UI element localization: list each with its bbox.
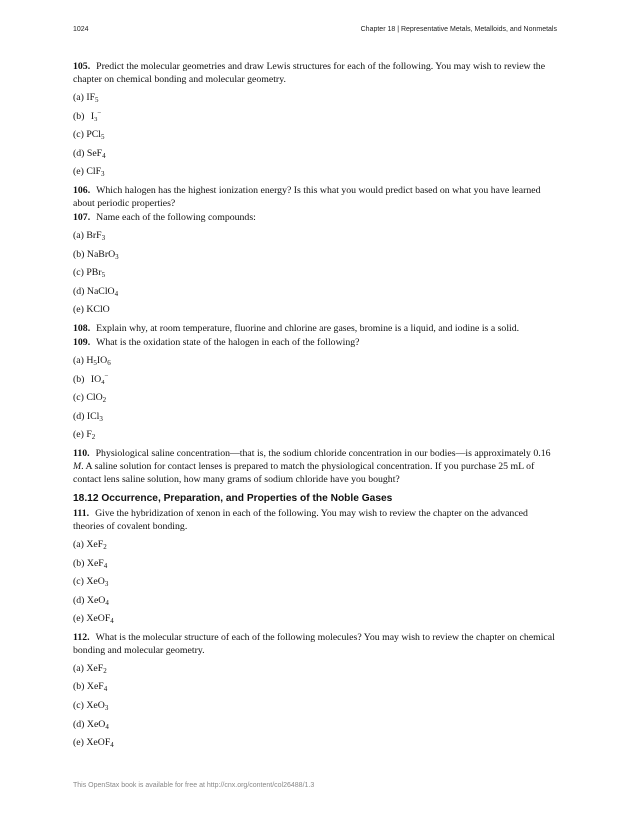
option: (e) XeOF$_4$ <box>73 613 114 626</box>
option: (a) XeF$_2$ <box>73 662 107 675</box>
option: (c) PCl$_5$ <box>73 129 105 142</box>
option: (d) NaClO$_4$ <box>73 285 119 298</box>
question-number: 110. <box>73 447 90 459</box>
option: (d) XeO$_4$ <box>73 718 109 731</box>
question-number: 111. <box>73 507 90 519</box>
option: (b) XeF$_4$ <box>73 681 108 694</box>
question-text: Explain why, at room temperature, fluorine and chlorine are gases, bromine is a liquid, and iodine is a solid. <box>96 322 520 334</box>
question-112 <box>73 631 561 657</box>
option: (b) XeF$_4$ <box>73 557 108 570</box>
question-109 <box>73 336 561 349</box>
question-number: 106. <box>73 184 91 196</box>
option: (a) $H_5IO_6$ <box>73 354 111 367</box>
question-text: Physiological saline concentration—that is, the sodium chloride concentration in our bodies—is approximately 0.16 <box>95 447 551 459</box>
option: (c) XeO$_3$ <box>73 700 109 713</box>
question-108 <box>73 322 561 335</box>
molarity-unit: M <box>73 460 82 472</box>
question-number: 112. <box>73 631 90 643</box>
question-105 <box>73 60 561 86</box>
option: (d) SeF$_4$ <box>73 147 106 160</box>
question-text: Predict the molecular geometries and draw Lewis structures for each of the following. You may wish to review the chapter on chemical bonding and molecular geometry. <box>73 61 546 85</box>
option: (a) $IF_5$ <box>73 92 99 104</box>
option: (c) PBr$_5$ <box>73 267 106 280</box>
option: (b) $I_3^-$ <box>73 108 102 123</box>
option: (a) BrF$_3$ <box>73 229 106 242</box>
option: (b) NaBrO$_3$ <box>73 248 119 261</box>
question-number: 108. <box>73 322 91 334</box>
section-heading: 18.12 Occurrence, Preparation, and Properties of the Noble Gases <box>73 492 393 504</box>
question-text: Name each of the following compounds: <box>96 211 256 223</box>
option: (e) XeOF$_4$ <box>73 737 114 750</box>
option: (d) ICl$_3$ <box>73 410 103 423</box>
option: (d) XeO$_4$ <box>73 594 109 607</box>
page-content <box>73 60 561 755</box>
question-text: What is the molecular structure of each of the following molecules? You may wish to review the chapter on chemical bonding and molecular geometry. <box>73 631 555 656</box>
option: (c) ClO$_2$ <box>73 392 107 405</box>
option: (e) KClO <box>73 304 110 316</box>
question-number: 109. <box>73 336 91 348</box>
option: (a) XeF$_2$ <box>73 538 107 551</box>
question-110 <box>73 447 561 486</box>
question-text-cont: . A saline solution for contact lenses is prepared to match the physiological concentration. If you purchase 25 mL of contact lens saline solution, how many grams of sodium chloride have you bought? <box>73 460 535 485</box>
footer-note: This OpenStax book is available for free at http://cnx.org/content/col26488/1.3 <box>73 782 315 789</box>
option: (b) $IO_4^-$ <box>73 371 109 386</box>
question-number: 107. <box>73 211 91 223</box>
chapter-title: Chapter 18 | Representative Metals, Metalloids, and Nonmetals <box>360 26 557 33</box>
question-111 <box>73 507 561 533</box>
question-text: What is the oxidation state of the halogen in each of the following? <box>96 336 360 348</box>
question-text: Which halogen has the highest ionization energy? Is this what you would predict based on what you have learned about periodic properties? <box>73 184 541 209</box>
question-107 <box>73 211 561 224</box>
question-text: Give the hybridization of xenon in each of the following. You may wish to review the chapter on the advanced theories of covalent bonding. <box>73 507 528 532</box>
question-106 <box>73 184 561 210</box>
option: (e) $F_2$ <box>73 429 96 442</box>
page-number: 1024 <box>73 26 89 33</box>
question-number: 105. <box>73 61 91 72</box>
option: (e) ClF$_3$ <box>73 166 105 179</box>
option: (c) XeO$_3$ <box>73 576 109 589</box>
